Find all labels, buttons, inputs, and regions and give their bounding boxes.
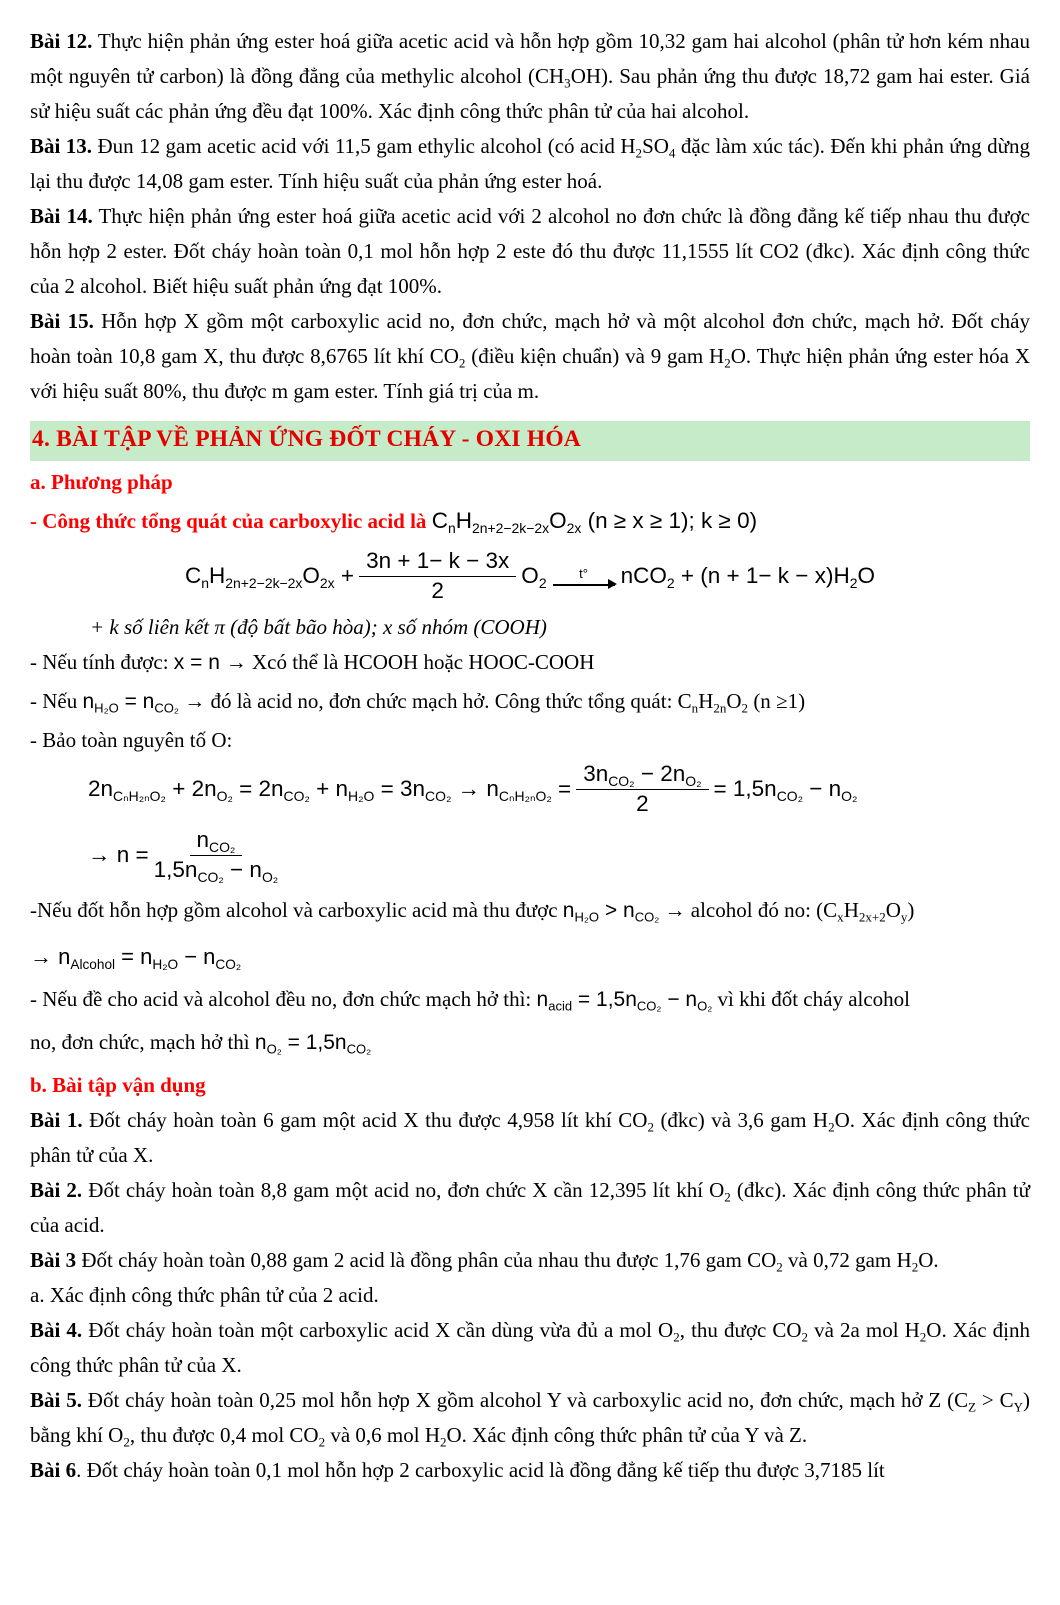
math-inline: → $n_{Alcohol} = n_{H_2O} - n_{CO_2}$ — [30, 944, 242, 972]
oxygen-balance-equation — [88, 761, 1030, 817]
math-inline: $n_{H_2O} > n_{CO_2}$ — [562, 899, 660, 925]
method-note-3: - Bảo toàn nguyên tố O: — [30, 728, 233, 752]
exercise-6-label: Bài 6 — [30, 1458, 77, 1482]
subscript: 2 — [724, 355, 731, 371]
exercise-15 — [30, 304, 1030, 409]
exercise-4 — [30, 1313, 1030, 1383]
fraction-numerator: 3n + 1− k − 3x — [359, 548, 516, 577]
exercise-15-label: Bài 15. — [30, 309, 94, 333]
math-inline: x = n — [173, 651, 226, 674]
method-note-5: - Nếu đề cho acid và alcohol đều no, đơn chức mạch hở thì: $n_{acid} = 1,5n_{CO_2} - n_{O_2}$ vì khi đốt cháy alcohol — [30, 987, 911, 1014]
math-inline: $n_{H_2O} = n_{CO_2}$ — [82, 690, 179, 716]
subscript: 2 — [801, 1329, 809, 1345]
subscript: O₂ — [261, 868, 279, 885]
eq2-rhs: = $1,5n_{CO_2} - n_{O_2}$ — [713, 776, 858, 804]
combustion-equation — [30, 548, 1030, 604]
general-formula-label: - Công thức tổng quát của carboxylic acid là — [30, 509, 432, 533]
exercise-2-text: Đốt cháy hoàn toàn 8,8 gam một acid no, đơn chức X cần 12,395 lít khí $O_2$ (đkc). Xác định công thức phân tử của acid. — [30, 1178, 1031, 1237]
exercise-1 — [30, 1103, 1030, 1173]
exercise-6 — [30, 1453, 1030, 1488]
subscript: 2 — [647, 1119, 654, 1135]
arrow-icon — [553, 584, 615, 586]
fraction — [154, 827, 279, 883]
fraction — [576, 761, 708, 817]
fraction-numerator: $n_{CO_2}$ — [190, 827, 243, 856]
exercise-3a-text: a. Xác định công thức phân tử của 2 acid. — [30, 1283, 379, 1307]
subscript: 2n+2−2k−2x — [225, 574, 303, 591]
exercise-1-text: Đốt cháy hoàn toàn 6 gam một acid X thu được 4,958 lít khí $CO_2$ (đkc) và 3,6 gam $H_2O$. Xác định công thức phân tử của X. — [30, 1108, 1031, 1167]
subscript: 2 — [919, 1329, 927, 1345]
subscript: CO₂ — [634, 909, 660, 925]
subscript: O₂ — [697, 998, 713, 1014]
math-inline: $n_{acid} = 1,5n_{CO_2} - n_{O_2}$ — [536, 988, 713, 1014]
subscript: CO₂ — [425, 787, 452, 804]
exercise-6-text: . Đốt cháy hoàn toàn 0,1 mol hỗn hợp 2 carboxylic acid là đồng đẳng kế tiếp thu được 3,7185 lít — [76, 1458, 885, 1482]
exercise-12-label: Bài 12. — [30, 29, 93, 53]
subscript: n — [691, 700, 699, 716]
method-note-1: - Nếu tính được: x = n → Xcó thể là HCOOH hoặc HOOC-COOH — [30, 650, 595, 674]
exercise-3-label: Bài 3 — [30, 1248, 77, 1272]
subscript: x — [837, 909, 844, 925]
subscript: 2 — [635, 145, 643, 161]
subscript: CₙH₂ₙO₂ — [498, 787, 552, 804]
exercise-13-label: Bài 13. — [30, 134, 93, 158]
eq2-lhs: $2n_{C_nH_{2n}O_2} + 2n_{O_2} = 2n_{CO_2} + n_{H_2O} = 3n_{CO_2} \to n_{C_nH_{2n}O_2}$ = — [88, 776, 572, 804]
subscript: 2 — [849, 574, 858, 591]
math-inline: $n_{O_2} = 1,5n_{CO_2}$ — [254, 1031, 372, 1057]
subscript: 4 — [668, 145, 676, 161]
pi-note: + k số liên kết π (độ bất bão hòa); x số nhóm (COOH) — [90, 615, 547, 639]
alcohol-mol-equation — [30, 936, 1030, 978]
exercise-2-label: Bài 2. — [30, 1178, 83, 1202]
method-title: a. Phương pháp — [30, 470, 173, 494]
subscript: 2 — [673, 1329, 680, 1345]
subscript: CO₂ — [776, 787, 804, 804]
subscript: 2 — [318, 1434, 326, 1450]
fraction-denominator: 2 — [636, 791, 649, 816]
subscript: Z — [968, 1399, 977, 1415]
subscript: H₂O — [348, 787, 375, 804]
subscript: CO₂ — [197, 868, 224, 885]
exercise-12-text: Thực hiện phản ứng ester hoá giữa acetic acid và hỗn hợp gồm 10,32 gam hai alcohol (phân tử hơn kém nhau một nguyên tử carbon) là đồng đẳng của methylic alcohol $(CH_3OH)$. Sau phản ứng thu được 18,72 gam hai ester. Giá sử hiệu suất các phản ứng đều đạt 100%. Xác định công thức phân tử của hai alcohol. — [30, 29, 1030, 123]
eq3-lhs: → n = — [88, 842, 149, 867]
subscript: 2x — [319, 574, 335, 591]
exercise-4-text: Đốt cháy hoàn toàn một carboxylic acid X cần dùng vừa đủ a mol $O_2$, thu được $CO_2$ và 2a mol $H_2O$. Xác định công thức phân tử của X. — [30, 1318, 1030, 1377]
exercise-3a — [30, 1278, 1030, 1313]
method-note-2: - Nếu $n_{H_2O} = n_{CO_2}$ → đó là acid no, đơn chức mạch hở. Công thức tổng quát: $C_nH_{2n}O_2$ (n ≥1) — [30, 689, 806, 716]
subscript: 2 — [741, 700, 749, 716]
subscript: 2 — [458, 355, 466, 371]
fraction-denominator: 2 — [431, 578, 444, 603]
subscript: 2 — [666, 574, 675, 591]
eq1-rhs: $nCO_2 + (n + 1- k - x)H_2O$ — [620, 563, 875, 591]
subscript: Y — [1013, 1399, 1023, 1415]
subscript: y — [900, 909, 908, 925]
eq1-lhs: $C_nH_{2n+2-2k-2x}O_{2x}$ + — [185, 563, 355, 591]
exercise-14 — [30, 199, 1030, 304]
subscript: 2x+2 — [858, 909, 886, 925]
subscript: acid — [548, 998, 573, 1014]
subscript: CO₂ — [154, 700, 179, 716]
exercise-15-text: Hỗn hợp X gồm một carboxylic acid no, đơn chức, mạch hở và một alcohol đơn chức, mạch hở. Đốt cháy hoàn toàn 10,8 gam X, thu được 8,6765 lít khí $CO_2$ (điều kiện chuẩn) và 9 gam $H_2O$. Thực hiện phản ứng ester hóa X với hiệu suất 80%, thu được m gam ester. Tính giá trị của m. — [30, 309, 1030, 403]
section-heading-bar: 4. BÀI TẬP VỀ PHẢN ỨNG ĐỐT CHÁY - OXI HÓA — [30, 421, 1030, 461]
fraction-numerator: $3n_{CO_2} - 2n_{O_2}$ — [576, 761, 708, 790]
subscript: H₂O — [574, 909, 600, 925]
subscript: O₂ — [216, 787, 233, 804]
exercise-14-label: Bài 14. — [30, 204, 93, 228]
subscript: CO₂ — [215, 956, 242, 972]
subscript: CO₂ — [346, 1041, 372, 1057]
exercise-13-text: Đun 12 gam acetic acid với 11,5 gam ethylic alcohol (có acid $H_2SO_4$ đặc làm xúc tác). Đến khi phản ứng dừng lại thu được 14,08 gam ester. Tính hiệu suất của phản ứng ester hoá. — [30, 134, 1031, 193]
subscript: n — [447, 519, 456, 536]
subscript: 2 — [538, 574, 547, 591]
subscript: 3 — [564, 75, 571, 91]
n-ratio-equation — [88, 827, 1030, 883]
exercise-2 — [30, 1173, 1030, 1243]
subscript: O₂ — [685, 772, 702, 789]
exercise-14-text: Thực hiện phản ứng ester hoá giữa acetic acid với 2 alcohol no đơn chức là đồng đẳng kế tiếp nhau thu được hỗn hợp 2 ester. Đốt cháy hoàn toàn 0,1 mol hỗn hợp 2 este đó thu được 11,1555 lít CO2 (đkc). Xác định công thức của 2 alcohol. Biết hiệu suất phản ứng đạt 100%. — [30, 204, 1030, 298]
fraction-denominator: $1,5n_{CO_2} - n_{O_2}$ — [153, 857, 279, 885]
subscript: 2 — [724, 1189, 731, 1205]
subscript: H₂O — [94, 700, 119, 716]
exercise-5-label: Bài 5. — [30, 1388, 82, 1412]
subscript: CO₂ — [608, 772, 635, 789]
subscript: 2 — [828, 1119, 835, 1135]
exercise-13 — [30, 129, 1030, 199]
general-formula: $C_nH_{2n+2-2k-2x}O_{2x}$ (n ≥ x ≥ 1); k ≥ 0) — [431, 508, 758, 536]
subscript: 2 — [440, 1434, 447, 1450]
method-note-4: -Nếu đốt hỗn hợp gồm alcohol và carboxylic acid mà thu được $n_{H_2O} > n_{CO_2}$ → alcohol đó no: $(C_xH_{2x+2}O_y)$ — [30, 898, 915, 925]
reaction-arrow — [553, 567, 615, 586]
eq1-o2: $O_2$ — [521, 563, 547, 591]
subscript: O₂ — [266, 1041, 282, 1057]
practice-title: b. Bài tập vận dụng — [30, 1073, 206, 1097]
subscript: CO₂ — [209, 838, 236, 855]
subscript: CO₂ — [636, 998, 662, 1014]
exercise-1-label: Bài 1. — [30, 1108, 83, 1132]
fraction — [359, 548, 516, 604]
exercise-12 — [30, 24, 1030, 129]
exercise-3 — [30, 1243, 1030, 1278]
subscript: 2n — [713, 700, 727, 716]
arrow-temperature-label: t° — [579, 565, 588, 581]
subscript: CₙH₂ₙO₂ — [113, 787, 166, 804]
subscript: 2 — [123, 1434, 130, 1450]
exercise-5-text: Đốt cháy hoàn toàn 0,25 mol hỗn hợp X gồm alcohol Y và carboxylic acid no, đơn chức, mạch hở Z $(C_Z > C_Y)$ bằng khí $O_2$, thu được 0,4 mol $CO_2$ và 0,6 mol $H_2O$. Xác định công thức phân tử của Y và Z. — [30, 1388, 1030, 1450]
subscript: 2 — [911, 1259, 919, 1275]
subscript: CO₂ — [283, 787, 310, 804]
exercise-3-text: Đốt cháy hoàn toàn 0,88 gam 2 acid là đồng phân của nhau thu được 1,76 gam $CO_2$ và 0,72 gam $H_2O$. — [76, 1248, 939, 1275]
general-formula-line — [30, 500, 1030, 542]
exercise-5 — [30, 1383, 1030, 1453]
subscript: n — [201, 574, 210, 591]
subscript: Alcohol — [70, 956, 116, 972]
subscript: H₂O — [152, 956, 179, 972]
subscript: 2 — [776, 1259, 783, 1275]
subscript: O₂ — [841, 787, 858, 804]
exercise-4-label: Bài 4. — [30, 1318, 83, 1342]
subscript: 2x — [566, 519, 582, 536]
method-note-5b: no, đơn chức, mạch hở thì $n_{O_2} = 1,5n_{CO_2}$ — [30, 1030, 372, 1057]
subscript: 2n+2−2k−2x — [471, 519, 550, 536]
